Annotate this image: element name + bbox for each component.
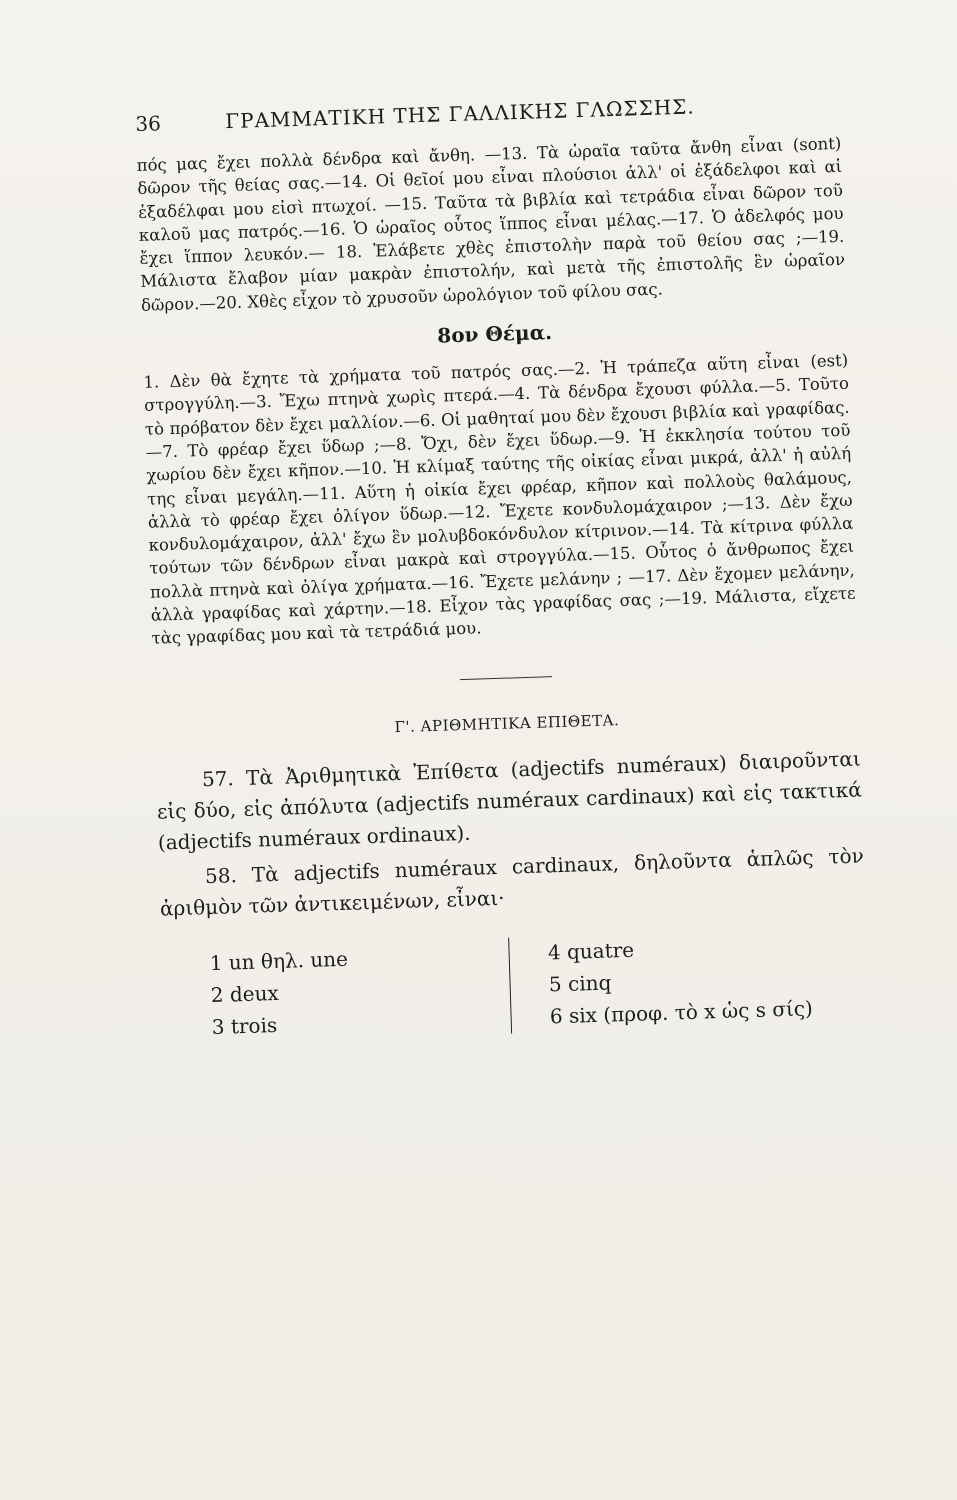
exercise-8-text: 1. Δὲν θὰ ἔχητε τὰ χρήματα τοῦ πατρός σας.—2. Ἡ τράπεζα αὕτη εἶναι (est) στρογγύλη.—3. Ἔχω πτηνὰ χωρὶς πτερά.—4. Τὰ δένδρα ἔχουσι φύλλα.—5. Τοῦτο τὸ πρόβατον δὲν ἔχει μαλλίον.—6. Οἱ μαθηταί μου δὲν ἔχουσι βιβλία καὶ γραφίδας.—7. Τὸ φρέαρ ἔχει ὕδωρ ;—8. Ὄχι, δὲν ἔχει ὕδωρ.—9. Ἡ ἐκκλησία τούτου τοῦ χωρίου δὲν ἔχει κῆπον.—10. Ἡ κλίμαξ ταύτης τῆς οἰκίας εἶναι μικρά, ἀλλ' ἡ αὐλή της εἶναι μεγάλη.—11. Αὕτη ἡ οἰκία ἔχει φρέαρ, κῆπον καὶ πολλοὺς θαλάμους, ἀλλὰ τὸ φρέαρ ἔχει ὀλίγον ὕδωρ.—12. Ἔχετε κονδυλομάχαιρον ;—13. Δὲν ἔχω κονδυλομάχαιρον, ἀλλ' ἔχω ἓν μολυβδοκόνδυλον κίτρινον.—14. Τὰ κίτρινα φύλλα τούτων τῶν δένδρων εἶναι μακρὰ καὶ στρογγύλα.—15. Οὗτος ὁ ἄνθρωπος ἔχει πολλὰ πτηνὰ καὶ ὀλίγα χρήματα.—16. Ἔχετε μελάνην ; —17. Δὲν ἔχομεν μελάνην, ἀλλὰ γραφίδας καὶ χάρτην.—18. Εἶχον τὰς γραφίδας σας ;—19. Μάλιστα, εἴχετε τὰς γραφίδας μου καὶ τὰ τετράδιά μου. (143, 350, 856, 649)
numerals-right-column (508, 926, 868, 1033)
numeral-row: 1 un θηλ. une (209, 946, 349, 975)
numeral-row: 5 cinq (548, 970, 612, 997)
section-divider (459, 676, 551, 680)
page-content (135, 90, 869, 1044)
paragraph-58: 58. Τὰ adjectifs numéraux cardinaux, δηλοῦντα ἁπλῶς τὸν ἀριθμὸν τῶν ἀντικειμένων, εἶναι· (159, 843, 865, 921)
numerals-table (161, 926, 869, 1044)
numeral-row: 6 six (προφ. τὸ x ὡς s σίς) (549, 995, 814, 1029)
exercise-7-continuation: πός μας ἔχει πολλὰ δένδρα καὶ ἄνθη. —13. Τὰ ὡραῖα ταῦτα ἄνθη εἶναι (sont) δῶρον τῆς θείας σας.—14. Οἱ θεῖοί μου εἶναι πλούσιοι ἀλλ' οἱ ἐξάδελφοι καὶ αἱ ἐξαδέλφαι μου εἰσὶ πτωχοί. —15. Ταῦτα τὰ βιβλία καὶ τετράδια εἶναι δῶρον τοῦ καλοῦ μας πατρός.—16. Ὁ ὡραῖος οὗτος ἵππος εἶναι μέλας.—17. Ὁ ἀδελφός μου ἔχει ἵππον λευκόν.— 18. Ἐλάβετε χθὲς ἐπιστολὴν παρὰ τοῦ θείου σας ;—19. Μάλιστα ἔλαβον μίαν μακρὰν ἐπιστολήν, καὶ μετὰ τῆς ἐπιστολῆς ἓν ὡραῖον δῶρον.—20. Χθὲς εἶχον τὸ χρυσοῦν ὡρολόγιον τοῦ φίλου σας. (136, 133, 846, 315)
numeral-row: 3 trois (211, 1012, 278, 1039)
paragraph-57: 57. Τὰ Ἀριθμητικὰ Ἐπίθετα (adjectifs numéraux) διαιροῦνται εἰς δύο, εἰς ἀπόλυτα (adjectifs numéraux cardinaux) καὶ εἰς τακτικά (adjectifs numéraux ordinaux). (156, 746, 863, 855)
page-number: 36 (135, 111, 162, 136)
numerals-left-column (161, 937, 511, 1044)
section-title: Γ'. ΑΡΙΘΜΗΤΙΚΑ ΕΠΙΘΕΤΑ. (394, 710, 620, 736)
numeral-row: 4 quatre (547, 937, 635, 965)
running-head: ΓΡΑΜΜΑΤΙΚΗ ΤΗΣ ΓΑΛΛΙΚΗΣ ΓΛΩΣΣΗΣ. (224, 94, 696, 134)
exercise-8-title: 8ον Θέμα. (436, 320, 553, 348)
numeral-row: 2 deux (210, 980, 279, 1007)
